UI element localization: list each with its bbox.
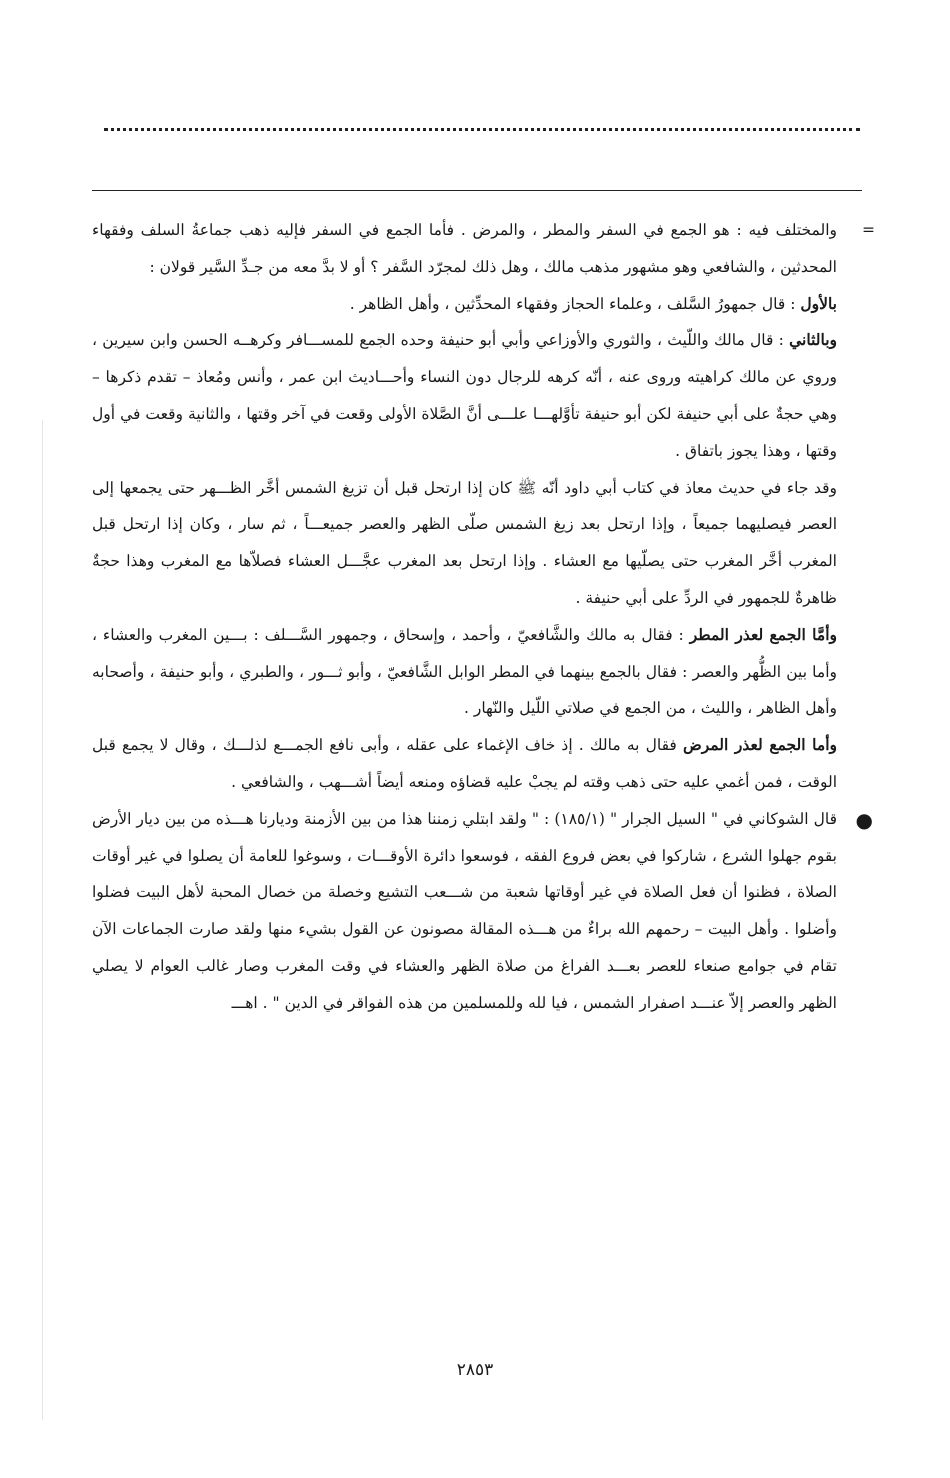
paragraph-1: [92, 212, 875, 286]
footnote-rule: [92, 190, 862, 191]
paragraph-2: [92, 286, 837, 323]
footnote-body: [92, 212, 875, 1022]
continuation-mark: =: [862, 221, 875, 239]
paragraph-5-lead: وأمَّا الجمع لعذر المطر: [689, 624, 837, 644]
paragraph-1-text: والمختلف فيه : هو الجمع في السفر والمطر ، والمرض . فأما الجمع في السفر فإليه ذهب جماعةُ السلف وفقهاء المحدثين ، والشافعي وهو مشهور مذهب مالك ، وهل ذلك لمجرّد السَّفر ؟ أو لا بدَّ معه من جـدِّ السَّير قولان :: [92, 221, 837, 276]
paragraph-6: [92, 727, 837, 801]
paragraph-7: [92, 801, 873, 1022]
paragraph-5: [92, 617, 837, 727]
page-number: ٢٨٥٣: [456, 1360, 494, 1380]
paragraph-6-lead: وأما الجمع لعذر المرض: [682, 735, 838, 755]
page-edge: [42, 420, 43, 1420]
paragraph-3: [92, 322, 837, 469]
paragraph-6-text: فقال به مالك . إذ خاف الإغماء على عقله ، وأبى نافع الجمـــع لذلـــك ، وقال لا يجمع قبل الوقت ، فمن أغمي عليه حتى ذهب وقته لم يجبْ عليه قضاؤه ومنعه أيضاً أشـــهب ، والشافعي .: [92, 736, 837, 791]
paragraph-4: [92, 470, 837, 617]
paragraph-2-lead: بالأول: [800, 293, 837, 313]
paragraph-7-text: قال الشوكاني في " السيل الجرار " (١٨٥/١) : " ولقد ابتلي زمننا هذا من بين الأزمنة وديارنا هـــذه من بين ديار الأرض بقوم جهلوا الشرع ، شاركوا في بعض فروع الفقه ، فوسعوا دائرة الأوقـــات ، وسوغوا للعامة أن يصلوا في غير أوقات الصلاة ، فظنوا أن فعل الصلاة في غير أوقاتها شعبة من شـــعب التشيع وخصلة من خصال المحبة لأهل البيت فضلوا وأضلوا . وأهل البيت – رحمهم الله براءٌ من هـــذه المقالة مصونون عن القول بشيء منها ولقد صارت الجماعات الآن تقام في جوامع صنعاء للعصر بعـــد الفراغ من صلاة الظهر والعشاء في وقت المغرب وصار غالب العوام لا يصلي الظهر والعصر إلاّ عنـــد اصفرار الشمس ، فيا لله وللمسلمين من هذه الفواقر في الدين " . اهـــ: [92, 809, 837, 1012]
top-dotted-separator: [104, 128, 860, 131]
paragraph-2-text: : قال جمهورُ السَّلف ، وعلماء الحجاز وفقهاء المحدِّثين ، وأهل الظاهر .: [349, 294, 801, 313]
paragraph-3-lead: وبالثاني: [789, 330, 837, 350]
paragraph-3-text: : قال مالك واللّيث ، والثوري والأوزاعي وأبي أبو حنيفة وحده الجمع للمســـافر وكرهــه الحسن وابن سيرين ، وروي عن مالك كراهيته وروى عنه ، أنّه كرهه للرجال دون النساء وأحـــاديث ابن عمر ، وأنس ومُعاذ – تقدم ذكرها – وهي حجةٌ على أبي حنيفة لكن أبو حنيفة تأوَّلهـــا علـــى أنَّ الصَّلاة الأولى وقعت في آخر وقتها ، والثانية وقعت في أول وقتها ، وهذا يجوز باتفاق .: [92, 331, 837, 460]
paragraph-4-text: وقد جاء في حديث معاذ في كتاب أبي داود أنّه ﷺ كان إذا ارتحل قبل أن تزيغ الشمس أخَّر الظـــهر حتى يجمعها إلى العصر فيصليهما جميعاً ، وإذا ارتحل بعد زيغ الشمس صلّى الظهر والعصر جميعـــاً ، ثم سار ، وكان إذا ارتحل قبل المغرب أخَّر المغرب حتى يصلّيها مع العشاء . وإذا ارتحل بعد المغرب عجَّـــل العشاء فصلاّها مع المغرب وهذا حجةٌ ظاهرةٌ للجمهور في الردِّ على أبي حنيفة .: [92, 478, 837, 607]
bullet-icon: ●: [855, 807, 873, 832]
paragraph-5-text: : فقال به مالك والشَّافعيّ ، وأحمد ، وإسحاق ، وجمهور السَّـــلف : بـــين المغرب والعشاء ، وأما بين الظُّهر والعصر : فقال بالجمع بينهما في المطر الوابل الشَّافعيّ ، وأبو ثـــور ، والطبري ، وأبو حنيفة ، وأصحابه وأهل الظاهر ، والليث ، من الجمع في صلاتي اللّيل والنّهار .: [92, 625, 837, 718]
